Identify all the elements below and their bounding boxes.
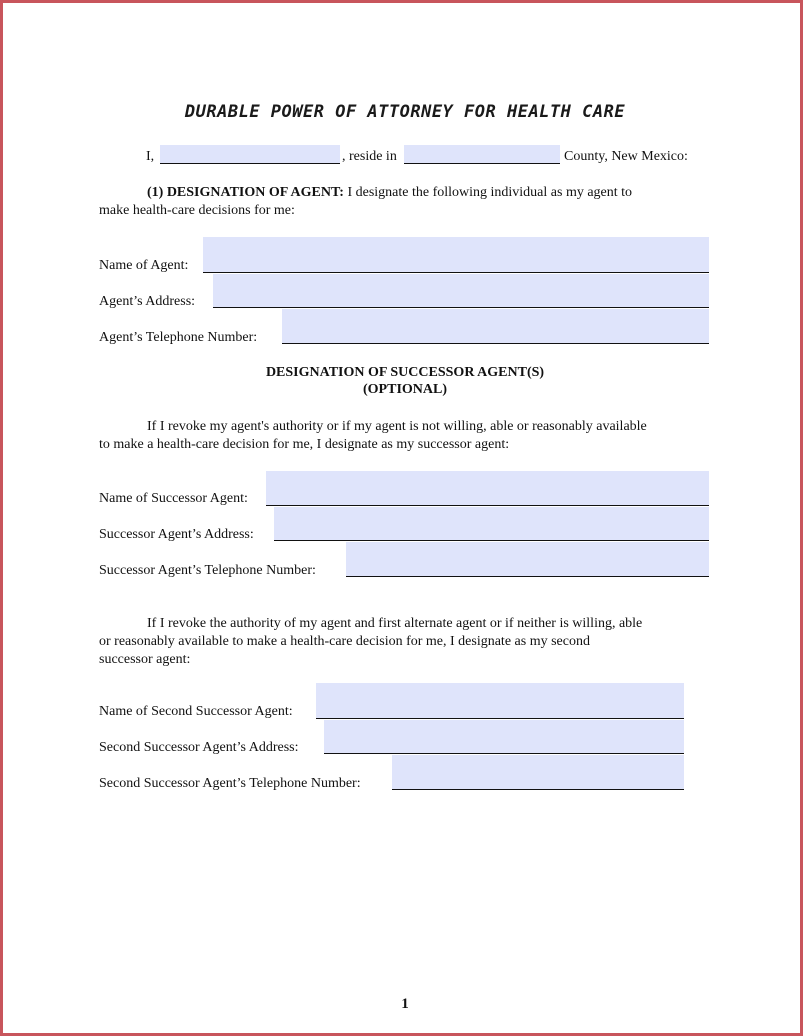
agent-address-label: Agent’s Address: xyxy=(99,294,196,309)
successor-para-line2: to make a health-care decision for me, I designate as my successor agent: xyxy=(99,437,510,452)
successor-address-label: Successor Agent’s Address: xyxy=(99,527,254,542)
section1-heading: (1) DESIGNATION OF AGENT: xyxy=(147,185,344,200)
successor-para-line1: If I revoke my agent's authority or if my agent is not willing, able or reasonably available xyxy=(147,419,647,434)
second-successor-address-label: Second Successor Agent’s Address: xyxy=(99,740,299,755)
successor-name-label: Name of Successor Agent: xyxy=(99,491,248,506)
second-successor-phone-field[interactable] xyxy=(392,755,684,790)
second-successor-name-field[interactable] xyxy=(316,683,684,719)
agent-phone-label: Agent’s Telephone Number: xyxy=(99,330,258,345)
intro-suffix: County, New Mexico: xyxy=(564,149,688,164)
successor-phone-label: Successor Agent’s Telephone Number: xyxy=(99,563,316,578)
second-successor-para-line1: If I revoke the authority of my agent and first alternate agent or if neither is willing, able xyxy=(147,616,643,631)
principal-name-field[interactable] xyxy=(160,145,340,164)
document-page xyxy=(99,3,711,1033)
second-successor-name-label: Name of Second Successor Agent: xyxy=(99,704,293,719)
section1-paragraph xyxy=(147,184,711,202)
intro-prefix: I, xyxy=(146,149,155,164)
successor-phone-field[interactable] xyxy=(346,542,709,577)
second-successor-address-field[interactable] xyxy=(324,720,684,754)
section1-text-line1: I designate the following individual as my agent to xyxy=(343,185,633,200)
intro-middle: , reside in xyxy=(342,149,397,164)
agent-name-label: Name of Agent: xyxy=(99,258,189,273)
successor-address-field[interactable] xyxy=(274,507,709,541)
second-successor-para-line3: successor agent: xyxy=(99,652,191,667)
second-successor-para-line2: or reasonably available to make a health-care decision for me, I designate as my second xyxy=(99,634,590,649)
agent-phone-field[interactable] xyxy=(282,309,709,344)
agent-name-field[interactable] xyxy=(203,237,709,273)
page-number: 1 xyxy=(401,996,409,1012)
agent-address-field[interactable] xyxy=(213,274,709,308)
document-title: DURABLE POWER OF ATTORNEY FOR HEALTH CARE xyxy=(184,102,626,122)
successor-subheading: (OPTIONAL) xyxy=(363,382,447,397)
second-successor-phone-label: Second Successor Agent’s Telephone Number: xyxy=(99,776,361,791)
county-field[interactable] xyxy=(404,145,560,164)
successor-name-field[interactable] xyxy=(266,471,709,506)
section1-text-line2: make health-care decisions for me: xyxy=(99,203,295,218)
successor-heading: DESIGNATION OF SUCCESSOR AGENT(S) xyxy=(265,365,545,380)
